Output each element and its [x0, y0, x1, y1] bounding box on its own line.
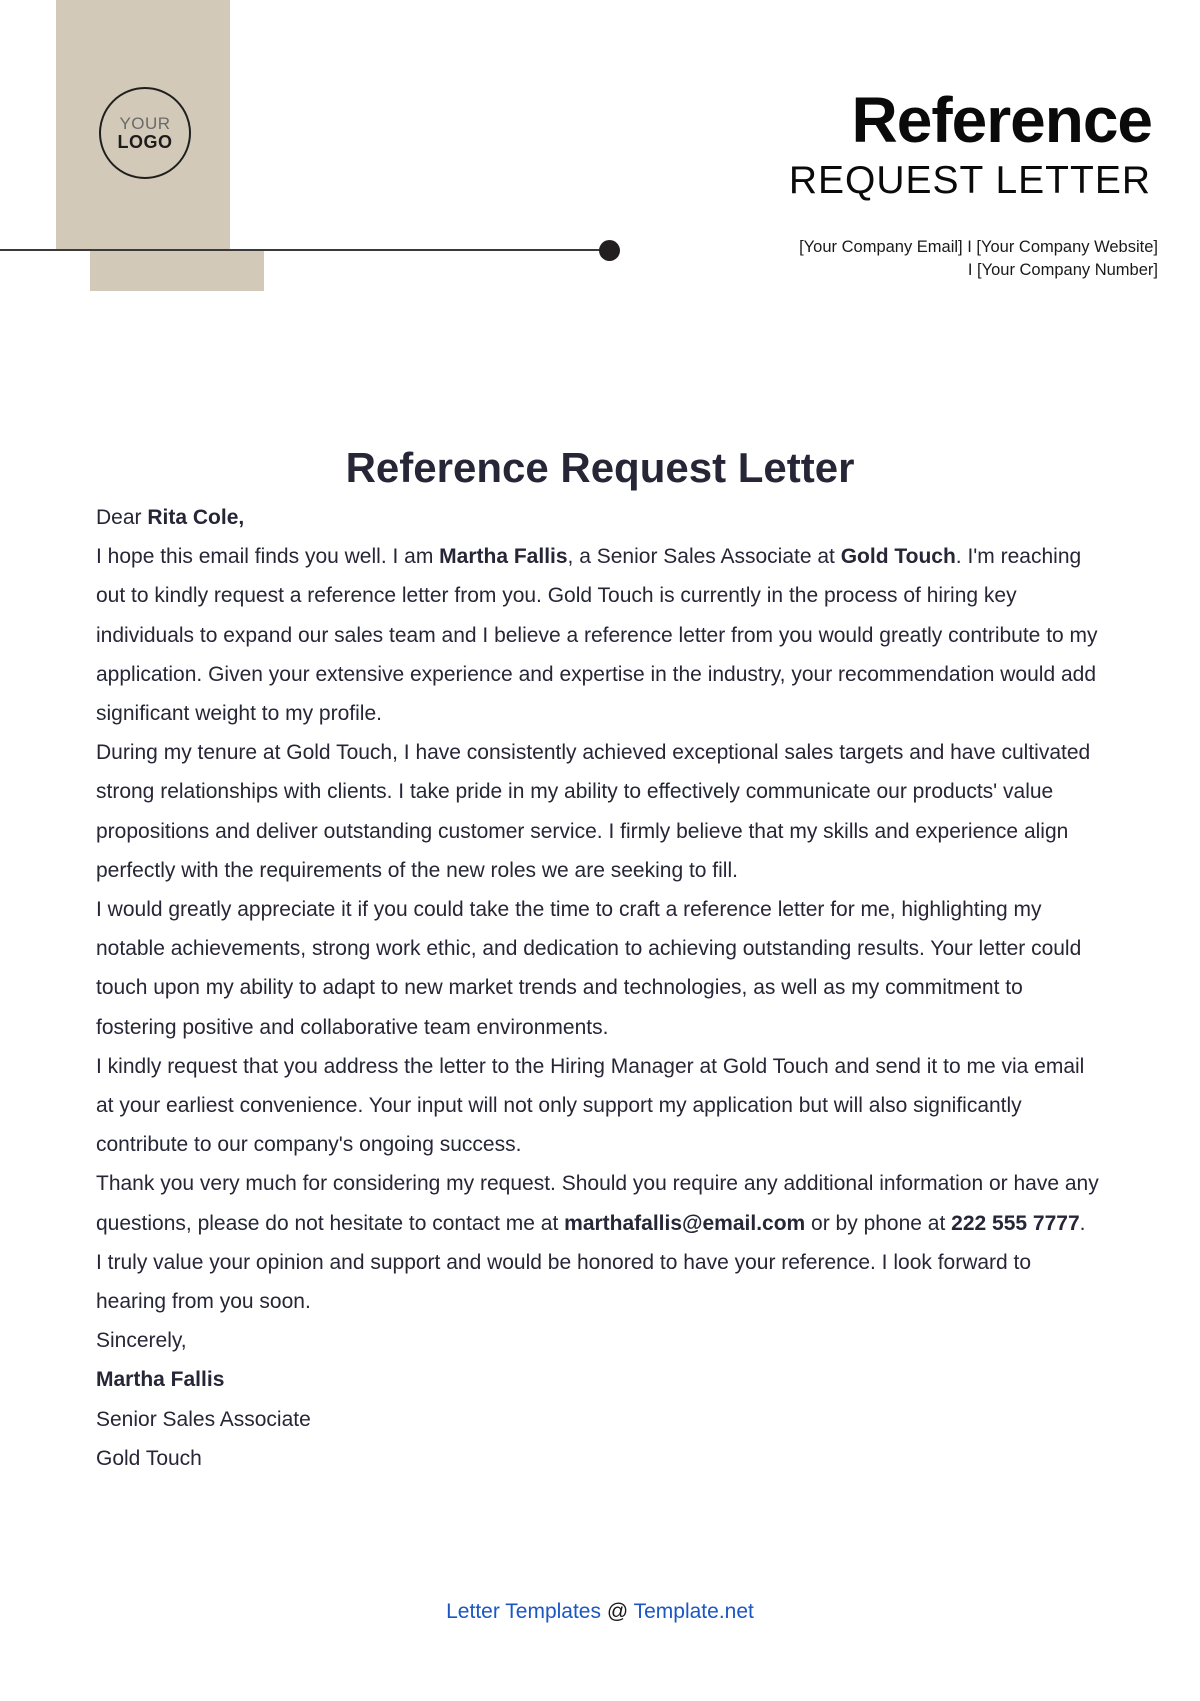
header-title: Reference	[851, 84, 1152, 156]
letter-title: Reference Request Letter	[345, 444, 855, 491]
paragraph-request-details: I would greatly appreciate it if you could take the time to craft a reference letter for me, highlighting my notable achievements, strong work ethic, and dedication to achieving outstanding results. Your letter could touch upon my ability to adapt to new market trends and technologies, as well as my commitment to fostering positive and collaborative team environments.	[96, 898, 1082, 1039]
logo-text-your: YOUR	[119, 114, 171, 133]
company-name-inline: Gold Touch	[840, 545, 956, 569]
letter-body	[96, 498, 1106, 1478]
sender-name-inline: Martha Fallis	[439, 545, 568, 569]
logo-text-logo: LOGO	[117, 132, 173, 152]
signature-company: Gold Touch	[96, 1446, 202, 1470]
letter-templates-link[interactable]: Letter Templates	[446, 1600, 601, 1623]
header-divider-dot	[599, 240, 620, 261]
closing: Sincerely,	[96, 1329, 187, 1353]
company-logo-placeholder	[99, 87, 191, 179]
salutation-prefix: Dear	[96, 506, 148, 529]
salutation	[96, 498, 1106, 537]
signature-name-text: Martha Fallis	[96, 1368, 225, 1392]
paragraph-introduction-text-3: . I'm reaching out to kindly request a reference letter from you. Gold Touch is currently in the process of hiring key individuals to expand our sales team and I believe a reference letter from you would greatly contribute to my application. Given your extensive experience and expertise in the industry, your recommendation would add significant weight to my profile.	[96, 545, 1098, 726]
template-net-link[interactable]: Template.net	[633, 1600, 754, 1623]
header-accent-block-lower	[90, 250, 264, 291]
recipient-name: Rita Cole,	[147, 506, 245, 529]
paragraph-introduction-text-2: , a Senior Sales Associate at	[567, 545, 841, 569]
paragraph-gratitude: I truly value your opinion and support and would be honored to have your reference. I look forward to hearing from you soon.	[96, 1250, 1032, 1314]
paragraph-contact	[96, 1164, 1106, 1242]
paragraph-contact-text-3: .	[1079, 1211, 1086, 1235]
paragraph-contact-text-2: or by phone at	[805, 1211, 952, 1235]
footer-attribution	[0, 1598, 1200, 1625]
signature-title: Senior Sales Associate	[96, 1407, 311, 1431]
paragraph-addressing: I kindly request that you address the letter to the Hiring Manager at Gold Touch and send it to me via email at your earliest convenience. Your input will not only support my application but will also significantly contribute to our company's ongoing success.	[96, 1054, 1085, 1157]
paragraph-introduction-text-1: I hope this email finds you well. I am	[96, 545, 440, 569]
paragraph-contact-text-1: Thank you very much for considering my request. Should you require any additional information or have any questions, please do not hesitate to contact me at	[96, 1172, 1099, 1235]
signature-name	[96, 1360, 1106, 1399]
header-divider-line	[0, 249, 610, 251]
contact-email: marthafallis@email.com	[564, 1211, 806, 1235]
paragraph-achievements: During my tenure at Gold Touch, I have consistently achieved exceptional sales targets and have cultivated strong relationships with clients. I take pride in my ability to effectively communicate our products' value propositions and deliver outstanding customer service. I firmly believe that my skills and experience align perfectly with the requirements of the new roles we are seeking to fill.	[96, 741, 1091, 882]
company-contact-line-1: [Your Company Email] I [Your Company Website]	[799, 238, 1158, 256]
footer-separator: @	[601, 1600, 634, 1623]
contact-phone: 222 555 7777	[951, 1211, 1080, 1235]
company-contact-line-2: I [Your Company Number]	[967, 261, 1158, 279]
paragraph-introduction	[96, 537, 1106, 733]
header-subtitle: REQUEST LETTER	[788, 159, 1151, 202]
